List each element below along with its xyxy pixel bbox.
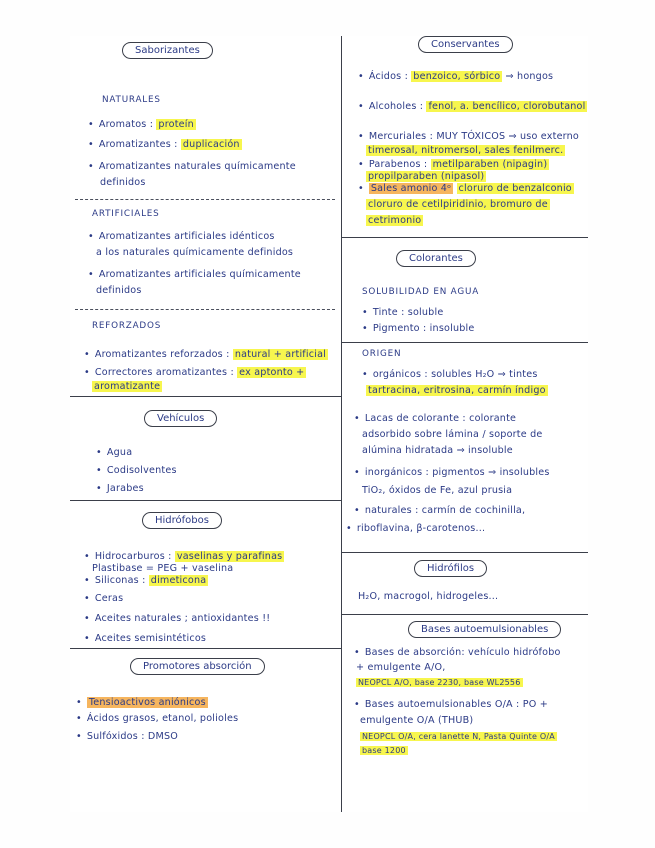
conservantes-item-1: • Ácidos : benzoico, sórbico ⇒ hongos bbox=[358, 70, 553, 83]
origen-item-1-cont: tartracina, eritrosina, carmín índigo bbox=[368, 385, 546, 396]
artificiales-heading: ARTIFICIALES bbox=[92, 209, 160, 219]
hidrofilos-title: Hidrófilos bbox=[414, 560, 487, 577]
artificiales-item-2-cont: definidos bbox=[96, 285, 142, 296]
bases-line-7: base 1200 bbox=[362, 746, 406, 755]
hidrofilos-text: H₂O, macrogol, hidrogeles... bbox=[358, 591, 499, 602]
bases-line-4: • Bases autoemulsionables O/A : PO + bbox=[354, 698, 548, 711]
hidrofobos-item-3: • Siliconas : dimeticona bbox=[84, 574, 208, 587]
section-divider bbox=[70, 396, 341, 397]
conservantes-item-4-cont: propilparaben (nipasol) bbox=[368, 171, 485, 182]
hidrofobos-title: Hidrófobos bbox=[142, 512, 222, 529]
origen-item-2: • Lacas de colorante : colorante bbox=[354, 412, 516, 425]
vehiculos-title: Vehículos bbox=[144, 410, 217, 427]
vehiculos-item-1: • Agua bbox=[96, 446, 132, 459]
origen-item-2-cont2: alúmina hidratada ⇒ insoluble bbox=[362, 445, 513, 456]
section-divider bbox=[341, 342, 588, 343]
promotores-title: Promotores absorción bbox=[130, 658, 265, 675]
solubilidad-item-1: • Tinte : soluble bbox=[362, 306, 443, 319]
colorantes-title: Colorantes bbox=[396, 250, 476, 267]
naturales-item-2: • Aromatizantes : duplicación bbox=[88, 138, 242, 151]
reforzados-heading: REFORZADOS bbox=[92, 321, 162, 331]
origen-item-4: • naturales : carmín de cochinilla, bbox=[354, 504, 525, 517]
origen-item-4-cont: • riboflavina, β-carotenos... bbox=[346, 522, 485, 535]
promotores-item-2: • Ácidos grasos, etanol, polioles bbox=[76, 712, 238, 725]
column-divider bbox=[341, 36, 342, 812]
naturales-item-1: • Aromatos : proteín bbox=[88, 118, 196, 131]
bases-line-1: • Bases de absorción: vehículo hidrófobo bbox=[354, 646, 561, 659]
bases-line-3: NEOPCL A/O, base 2230, base WL2556 bbox=[358, 678, 521, 687]
naturales-item-3-cont: definidos bbox=[100, 177, 146, 188]
hidrofobos-item-2: Plastibase = PEG + vaselina bbox=[92, 563, 234, 574]
conservantes-title: Conservantes bbox=[418, 36, 513, 53]
reforzados-item-2: • Correctores aromatizantes : ex aptonto + bbox=[84, 366, 306, 379]
section-divider bbox=[70, 500, 341, 501]
artificiales-item-1: • Aromatizantes artificiales idénticos bbox=[88, 230, 275, 243]
hidrofobos-item-1: • Hidrocarburos : vaselinas y parafinas bbox=[84, 550, 284, 563]
naturales-item-3: • Aromatizantes naturales químicamente bbox=[88, 160, 296, 173]
vehiculos-item-3: • Jarabes bbox=[96, 482, 144, 495]
naturales-heading: NATURALES bbox=[102, 95, 161, 105]
dashed-divider bbox=[75, 309, 335, 310]
section-divider bbox=[341, 614, 588, 615]
hidrofobos-item-4: • Ceras bbox=[84, 592, 123, 605]
promotores-item-1: • Tensioactivos aniónicos bbox=[76, 696, 208, 709]
origen-item-1: • orgánicos : solubles H₂O ⇒ tintes bbox=[362, 368, 538, 381]
vehiculos-item-2: • Codisolventes bbox=[96, 464, 177, 477]
artificiales-item-2: • Aromatizantes artificiales químicamente bbox=[88, 268, 301, 281]
dashed-divider bbox=[75, 199, 335, 200]
reforzados-item-1: • Aromatizantes reforzados : natural + artificial bbox=[84, 348, 328, 361]
hidrofobos-item-5: • Aceites naturales ; antioxidantes !! bbox=[84, 612, 270, 625]
origen-item-3-cont: TiO₂, óxidos de Fe, azul prusia bbox=[362, 485, 513, 496]
origen-item-2-cont: adsorbido sobre lámina / soporte de bbox=[362, 429, 543, 440]
bases-title: Bases autoemulsionables bbox=[408, 621, 561, 638]
solubilidad-item-2: • Pigmento : insoluble bbox=[362, 322, 475, 335]
conservantes-item-5-cont: cloruro de cetilpiridinio, bromuro de bbox=[368, 199, 548, 210]
bases-line-6: NEOPCL O/A, cera lanette N, Pasta Quinte O/A bbox=[362, 732, 555, 741]
bases-line-2: + emulgente A/O, bbox=[356, 662, 446, 673]
conservantes-item-3-cont: timerosal, nitromersol, sales fenilmerc. bbox=[368, 145, 564, 156]
artificiales-item-1-cont: a los naturales químicamente definidos bbox=[96, 247, 294, 258]
hidrofobos-item-6: • Aceites semisintéticos bbox=[84, 632, 206, 645]
promotores-item-3: • Sulfóxidos : DMSO bbox=[76, 730, 178, 743]
conservantes-item-2: • Alcoholes : fenol, a. bencílico, clorobutanol bbox=[358, 100, 587, 113]
section-divider bbox=[70, 648, 341, 649]
bases-line-5: emulgente O/A (THUB) bbox=[360, 715, 474, 726]
section-divider bbox=[341, 237, 588, 238]
solubilidad-heading: SOLUBILIDAD EN AGUA bbox=[362, 287, 480, 297]
conservantes-item-5-cont2: cetrimonio bbox=[368, 215, 422, 226]
conservantes-item-5: • Sales amonio 4ᵒ cloruro de benzalconio bbox=[358, 182, 574, 195]
section-divider bbox=[341, 552, 588, 553]
origen-heading: ORIGEN bbox=[362, 349, 402, 359]
saborizantes-title: Saborizantes bbox=[122, 42, 213, 59]
reforzados-item-2-cont: aromatizante bbox=[94, 381, 161, 392]
conservantes-item-3: • Mercuriales : MUY TÓXICOS ⇒ uso externo bbox=[358, 130, 579, 143]
conservantes-item-4: • Parabenos : metilparaben (nipagin) bbox=[358, 158, 549, 171]
origen-item-3: • inorgánicos : pigmentos ⇒ insolubles bbox=[354, 466, 550, 479]
